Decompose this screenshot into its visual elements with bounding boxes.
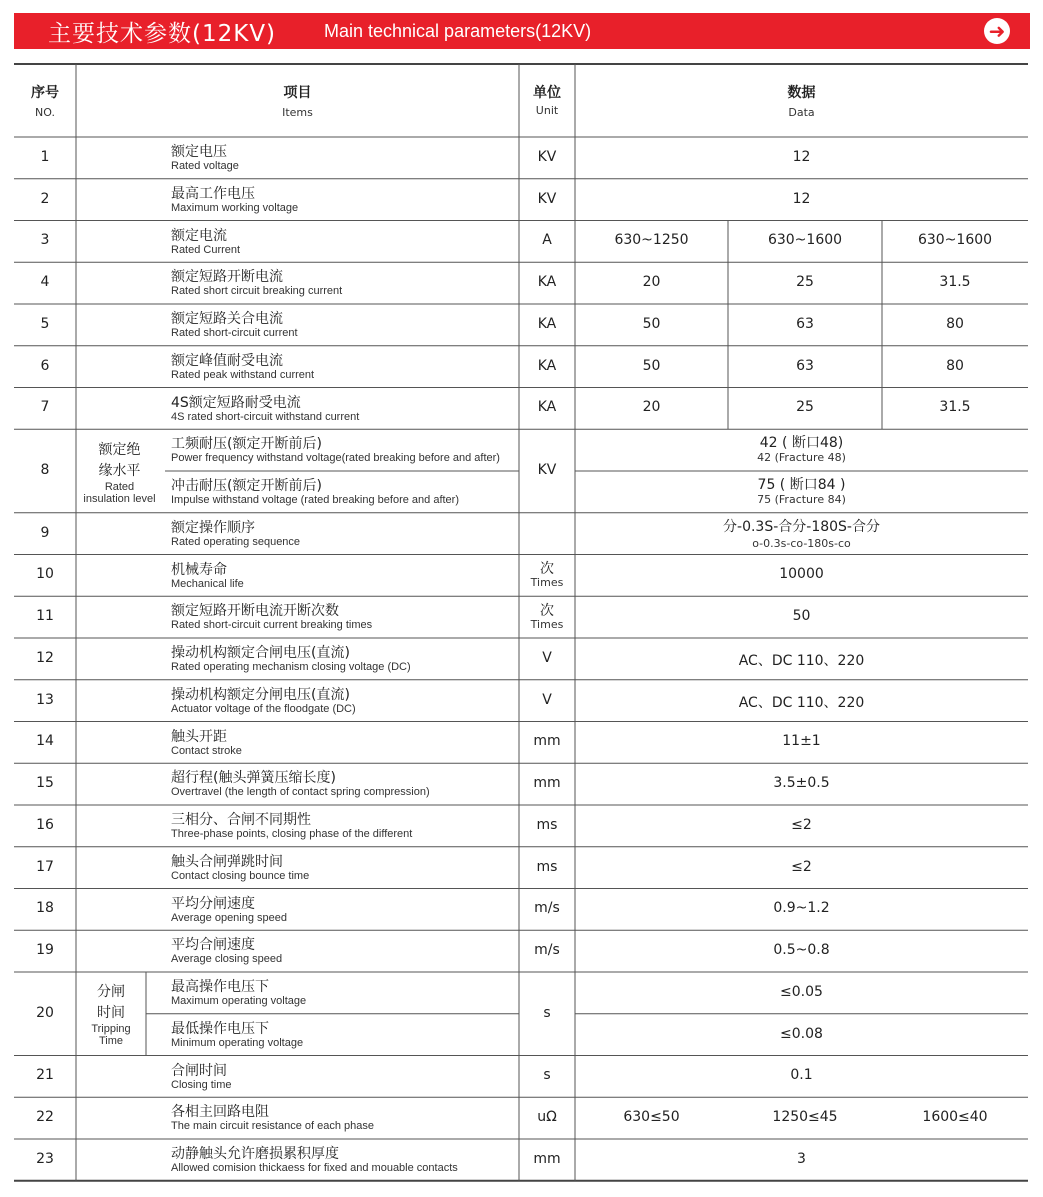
data-cell: 1600≤40 — [922, 1109, 988, 1126]
item-label-en: Minimum operating voltage — [171, 1036, 304, 1049]
row-number: 6 — [40, 357, 50, 374]
item-label-en: Rated short-circuit current — [171, 327, 298, 339]
row-unit: KA — [537, 357, 557, 374]
row-number: 21 — [36, 1067, 54, 1084]
row-unit: mm — [533, 733, 561, 750]
row-unit: KA — [537, 399, 557, 416]
data-cell: ≤0.08 — [780, 1025, 823, 1042]
header-no-cn: 序号 — [31, 85, 59, 101]
item-label-en: Actuator voltage of the floodgate (DC) — [171, 702, 356, 715]
group-label-cn: 分闸 — [97, 984, 125, 1000]
data-cell: 25 — [796, 274, 814, 291]
data-cell: 50 — [642, 315, 661, 332]
row-number: 7 — [40, 399, 50, 416]
item-label-cn: 合闸时间 — [171, 1062, 227, 1079]
row-unit: uΩ — [537, 1109, 557, 1126]
item-label-en: Rated short-circuit current breaking times — [171, 619, 373, 632]
row-unit: KV — [537, 190, 557, 207]
row-unit: A — [542, 232, 552, 249]
row-number: 10 — [36, 566, 54, 583]
header-unit-en: Unit — [535, 104, 559, 117]
data-cell: 50 — [642, 357, 661, 374]
item-label-en: Allowed comision thickaess for fixed and mouable contacts — [171, 1162, 458, 1174]
item-label-cn: 触头开距 — [171, 728, 227, 745]
data-cell: ≤2 — [791, 858, 812, 875]
item-label-en: Rated operating mechanism closing voltage (DC) — [171, 661, 411, 673]
data-cell: 630~1600 — [917, 232, 993, 249]
item-label-en: Power frequency withstand voltage(rated breaking before and after) — [171, 452, 500, 465]
arrow-right-circle-icon[interactable]: ➜ — [984, 18, 1010, 44]
data-cell: 12 — [792, 190, 811, 207]
row-unit: m/s — [534, 942, 560, 959]
row-number: 14 — [36, 733, 54, 750]
data-cell: 80 — [946, 315, 964, 332]
data-cell: 50 — [792, 608, 811, 625]
data-cell: AC、DC 110、220 — [738, 652, 865, 669]
item-label-cn: 机械寿命 — [171, 561, 227, 578]
item-label-en: Rated Current — [171, 243, 241, 256]
row-unit: m/s — [534, 900, 560, 917]
data-cell: 20 — [642, 399, 661, 416]
row-unit: ms — [536, 858, 558, 875]
item-label-cn: 4S额定短路耐受电流 — [171, 394, 301, 411]
row-number: 22 — [36, 1109, 54, 1126]
item-label-en: Rated operating sequence — [171, 535, 301, 548]
item-label-en: Impulse withstand voltage (rated breaking before and after) — [171, 494, 459, 506]
row-number: 20 — [36, 1004, 54, 1021]
item-label-cn: 额定峰值耐受电流 — [171, 352, 283, 369]
item-label-en: Contact closing bounce time — [171, 869, 310, 882]
row-unit: V — [542, 649, 552, 666]
title-en: Main technical parameters(12KV) — [324, 21, 592, 41]
item-label-cn: 工频耐压(额定开断前后) — [171, 436, 322, 453]
data-cell: 42 ( 断口48) — [759, 435, 844, 452]
row-unit: KA — [537, 274, 557, 291]
item-label-en: Mechanical life — [171, 577, 244, 590]
item-label-cn: 额定短路关合电流 — [171, 311, 283, 327]
data-cell: 63 — [796, 315, 814, 332]
row-number: 4 — [40, 274, 50, 291]
data-cell: 63 — [796, 357, 814, 374]
item-label-cn: 冲击耐压(额定开断前后) — [171, 478, 322, 494]
header-data-cn: 数据 — [787, 85, 816, 101]
data-cell: 3.5±0.5 — [773, 775, 830, 792]
row-number: 12 — [36, 649, 54, 666]
header-unit-cn: 单位 — [533, 85, 561, 101]
data-cell-en: 42 (Fracture 48) — [757, 451, 846, 465]
group-label-en: Time — [98, 1035, 124, 1047]
data-cell-en: 75 (Fracture 84) — [757, 493, 846, 506]
data-cell: 630~1250 — [614, 232, 689, 249]
data-cell: 11±1 — [782, 733, 821, 750]
data-cell: ≤2 — [791, 816, 812, 833]
data-cell: 12 — [792, 148, 811, 165]
group-label-en: insulation level — [83, 493, 156, 506]
data-cell: 25 — [796, 399, 814, 416]
item-label-cn: 最低操作电压下 — [171, 1020, 269, 1037]
row-unit: s — [543, 1004, 551, 1021]
item-label-cn: 额定短路开断电流开断次数 — [171, 603, 339, 620]
item-label-en: Closing time — [171, 1078, 232, 1091]
data-cell: 0.9~1.2 — [773, 900, 830, 917]
row-unit: KV — [537, 462, 557, 478]
row-number: 16 — [36, 816, 54, 833]
data-cell: 10000 — [779, 566, 824, 583]
row-unit: KV — [537, 148, 557, 165]
item-label-en: Maximum working voltage — [171, 201, 299, 214]
item-label-cn: 操动机构额定合闸电压(直流) — [171, 645, 350, 661]
row-number: 18 — [36, 900, 54, 917]
row-number: 17 — [36, 858, 54, 875]
item-label-cn: 额定操作顺序 — [171, 519, 255, 536]
row-number: 3 — [40, 232, 50, 249]
group-label-en: Tripping — [91, 1023, 131, 1035]
row-number: 11 — [36, 608, 54, 625]
item-label-en: Rated peak withstand current — [171, 368, 315, 381]
item-label-cn: 动静触头允许磨损累积厚度 — [171, 1146, 339, 1162]
row-number: 2 — [40, 190, 50, 207]
row-unit: mm — [533, 775, 561, 792]
row-unit-en: Times — [530, 576, 564, 590]
group-label-cn: 额定绝 — [98, 442, 141, 459]
data-cell: 20 — [642, 274, 661, 291]
item-label-en: 4S rated short-circuit withstand current — [171, 410, 360, 423]
row-unit: ms — [536, 816, 558, 833]
data-cell: AC、DC 110、220 — [738, 694, 865, 711]
item-label-cn: 额定电压 — [171, 144, 227, 160]
item-label-cn: 平均合闸速度 — [171, 937, 255, 954]
group-label-cn: 时间 — [97, 1005, 125, 1021]
data-cell: 75 ( 断口84 ) — [757, 477, 846, 493]
item-label-en: Rated short circuit breaking current — [171, 285, 343, 298]
item-label-cn: 最高工作电压 — [171, 185, 255, 202]
data-cell: ≤0.05 — [780, 983, 823, 1000]
item-label-en: Average opening speed — [171, 911, 288, 924]
group-label-en: Rated — [104, 481, 135, 494]
row-unit: 次 — [540, 561, 554, 578]
row-unit: s — [543, 1067, 551, 1084]
item-label-cn: 触头合闸弹跳时间 — [171, 853, 283, 870]
row-number: 8 — [40, 462, 50, 478]
row-unit: 次 — [540, 603, 554, 620]
group-label-cn: 缘水平 — [98, 463, 141, 480]
data-cell: 630≤50 — [623, 1109, 680, 1126]
item-label-cn: 平均分闸速度 — [171, 895, 255, 912]
data-cell: 分-0.3S-合分-180S-合分 — [723, 518, 880, 535]
data-cell: 80 — [946, 357, 964, 374]
data-cell: 3 — [797, 1150, 806, 1167]
row-number: 9 — [40, 524, 50, 541]
row-number: 19 — [36, 942, 54, 959]
header-items-cn: 项目 — [283, 85, 312, 101]
row-number: 5 — [40, 315, 50, 332]
data-cell: 630~1600 — [767, 232, 843, 249]
data-cell-en: o-0.3s-co-180s-co — [752, 536, 851, 550]
item-label-cn: 三相分、合闸不同期性 — [171, 812, 311, 828]
row-number: 1 — [40, 148, 50, 165]
row-number: 13 — [36, 691, 54, 708]
item-label-cn: 超行程(触头弹簧压缩长度) — [171, 770, 336, 787]
item-label-en: Overtravel (the length of contact spring compression) — [171, 786, 430, 799]
header-data-en: Data — [788, 106, 815, 119]
data-cell: 1250≤45 — [772, 1109, 838, 1126]
item-label-en: Average closing speed — [171, 953, 283, 966]
row-number: 15 — [36, 775, 54, 792]
item-label-en: The main circuit resistance of each phase — [171, 1120, 374, 1133]
data-cell: 0.5~0.8 — [773, 942, 830, 959]
item-label-en: Three-phase points, closing phase of the different — [171, 828, 413, 840]
row-unit: mm — [533, 1150, 561, 1167]
data-cell: 31.5 — [939, 399, 971, 416]
data-cell: 31.5 — [939, 274, 971, 291]
row-unit-en: Times — [530, 618, 564, 632]
row-unit: KA — [537, 315, 557, 332]
item-label-en: Rated voltage — [171, 160, 239, 172]
row-number: 23 — [36, 1150, 54, 1167]
title-cn: 主要技术参数(12KV) — [48, 21, 277, 47]
item-label-en: Maximum operating voltage — [171, 995, 307, 1007]
item-label-en: Contact stroke — [171, 744, 242, 757]
header-no-en: NO. — [35, 106, 55, 119]
item-label-cn: 最高操作电压下 — [171, 979, 269, 995]
header-items-en: Items — [282, 106, 313, 119]
item-label-cn: 额定短路开断电流 — [171, 269, 283, 286]
row-unit: V — [542, 691, 552, 708]
item-label-cn: 各相主回路电阻 — [171, 1104, 269, 1121]
data-cell: 0.1 — [790, 1067, 813, 1084]
item-label-cn: 额定电流 — [171, 227, 227, 244]
item-label-cn: 操动机构额定分闸电压(直流) — [171, 686, 350, 703]
